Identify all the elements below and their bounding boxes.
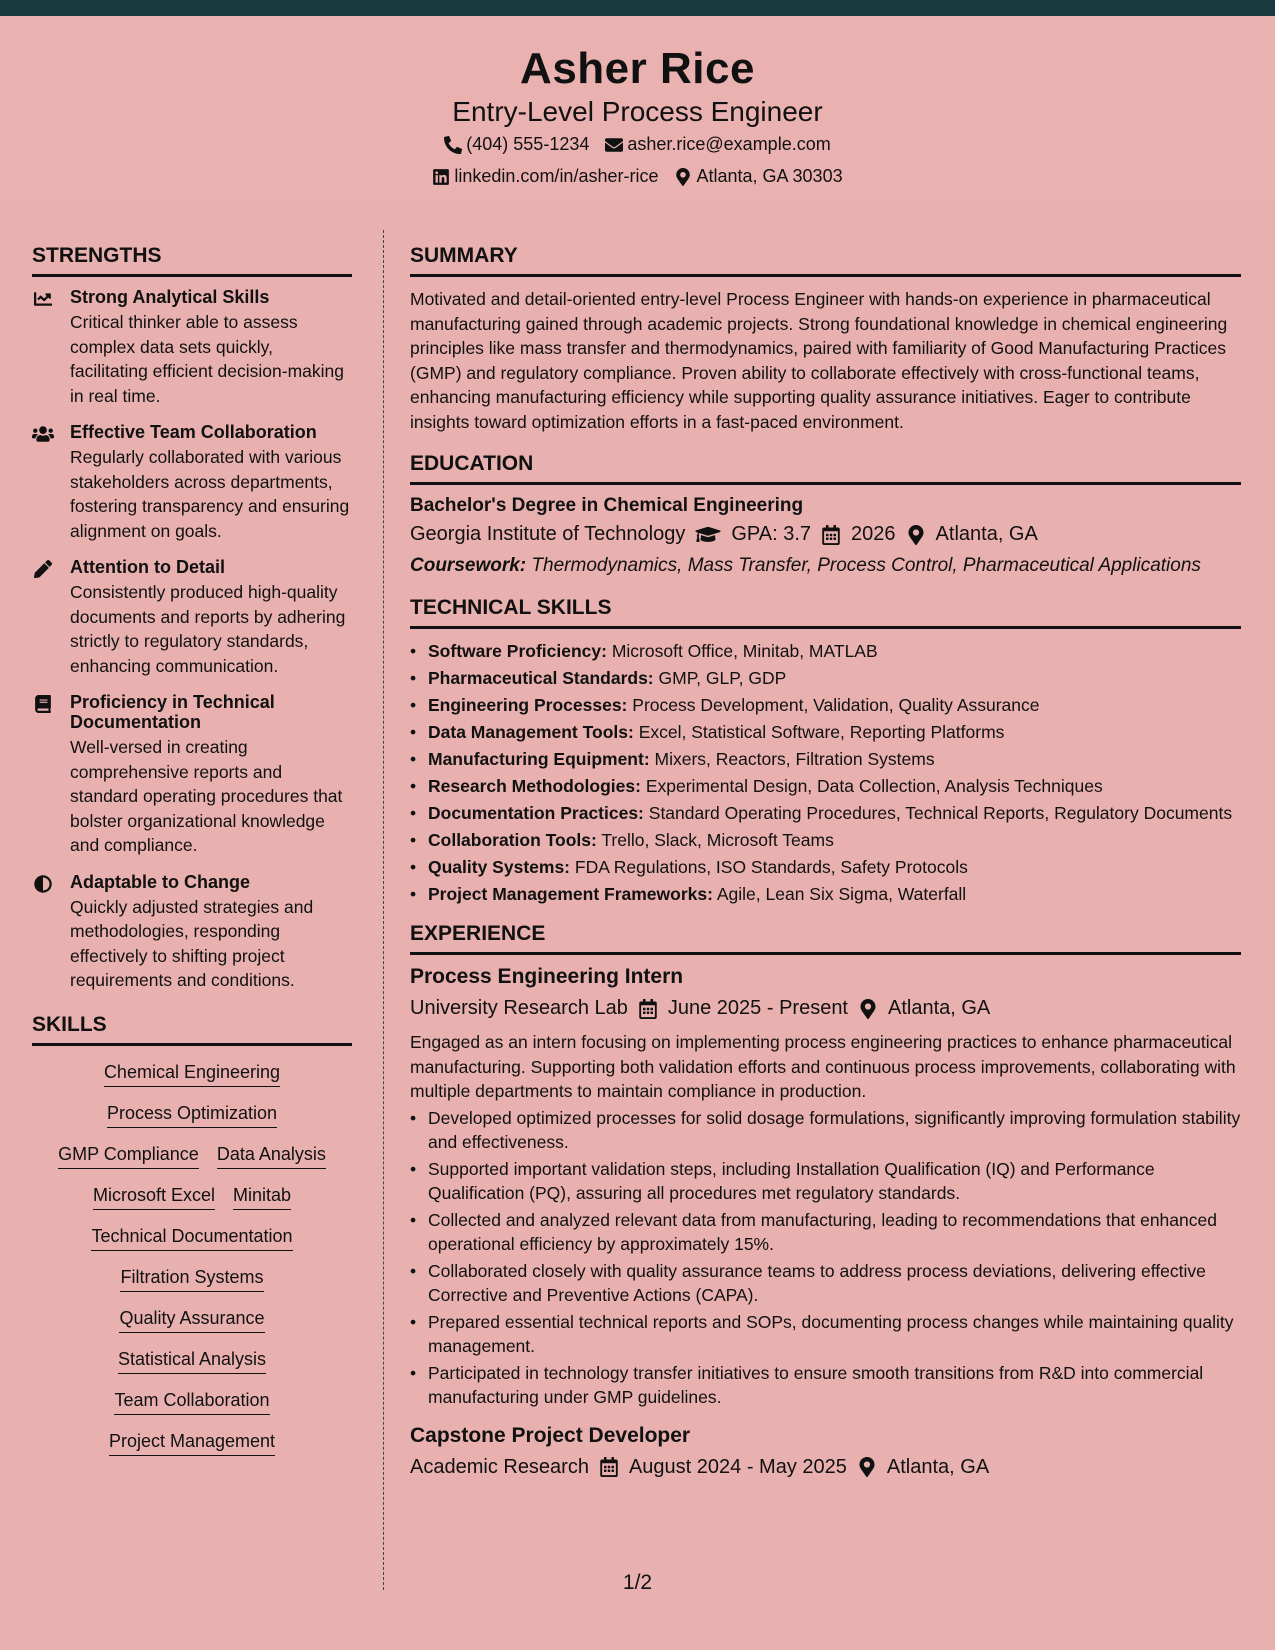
tech-value: Trello, Slack, Microsoft Teams (601, 830, 834, 850)
contact-row-2 (0, 166, 1275, 187)
list-item (410, 882, 1241, 906)
coursework (410, 554, 1241, 578)
tech-label: Documentation Practices: (428, 803, 644, 823)
tech-value: Process Development, Validation, Quality Assurance (632, 695, 1040, 715)
tech-value: Excel, Statistical Software, Reporting Platforms (638, 722, 1005, 742)
experience-heading: EXPERIENCE (410, 922, 1241, 955)
technical-skills-heading: TECHNICAL SKILLS (410, 596, 1241, 629)
skills-heading: SKILLS (32, 1013, 352, 1046)
calendar-icon (638, 999, 658, 1019)
top-bar (0, 0, 1275, 16)
list-item: • Collected and analyzed relevant data from manufacturing, leading to recommendations that enhanced operational efficiency by approximately 15%. (410, 1208, 1241, 1257)
skill-tag: Process Optimization (107, 1103, 277, 1128)
coursework-list: Thermodynamics, Mass Transfer, Process Control, Pharmaceutical Applications (531, 555, 1201, 576)
list-item (410, 855, 1241, 879)
contact-row-1 (0, 134, 1275, 155)
skill-tag: Filtration Systems (120, 1267, 263, 1292)
adjust-icon (32, 875, 54, 893)
right-column (410, 244, 1241, 1489)
strength-title: Effective Team Collaboration (70, 422, 317, 442)
tech-label: Research Methodologies: (428, 776, 641, 796)
skill-tag: Team Collaboration (114, 1390, 269, 1415)
candidate-title: Entry-Level Process Engineer (452, 96, 823, 127)
strength-desc: Critical thinker able to assess complex data sets quickly, facilitating efficient decision-making in real time. (70, 312, 344, 406)
job-title: Process Engineering Intern (410, 965, 684, 988)
list-item: • Participated in technology transfer initiatives to ensure smooth transitions from R&D into commercial manufacturing under GMP guidelines. (410, 1361, 1241, 1410)
users-icon (32, 425, 54, 443)
skill-tag: Data Analysis (217, 1144, 326, 1169)
linkedin-text: linkedin.com/in/asher-rice (454, 166, 659, 186)
tech-label: Software Proficiency: (428, 641, 607, 661)
chart-line-icon (32, 290, 54, 308)
degree-title: Bachelor's Degree in Chemical Engineering (410, 495, 804, 516)
strength-desc: Regularly collaborated with various stakeholders across departments, fostering transparency and ensuring alignment on goals. (70, 447, 350, 541)
tech-label: Project Management Frameworks: (428, 884, 713, 904)
job-description: Engaged as an intern focusing on implementing process engineering practices to enhance pharmaceutical manufacturing. Supporting both validation efforts and continuous process improvements, collaborating with multiple departments to maintain compliance in production. (410, 1032, 1236, 1101)
list-item (410, 693, 1241, 717)
strength-item (32, 422, 352, 543)
list-item (410, 747, 1241, 771)
envelope-icon (605, 136, 623, 154)
job-dates: August 2024 - May 2025 (628, 1455, 847, 1478)
list-item: • Supported important validation steps, including Installation Qualification (IQ) and Performance Qualification (PQ), assuring all procedures met regulatory standards. (410, 1157, 1241, 1206)
candidate-name: Asher Rice (520, 44, 755, 93)
strength-desc: Consistently produced high-quality documents and reports by adhering strictly to regulatory standards, enhancing communication. (70, 582, 346, 676)
list-item (410, 774, 1241, 798)
list-item (410, 639, 1241, 663)
page-number: 1/2 (622, 1571, 653, 1594)
summary-text: Motivated and detail-oriented entry-level Process Engineer with hands-on experience in pharmaceutical manufacturing gained through academic projects. Strong foundational knowledge in chemical engineering principles like mass transfer and thermodynamics, paired with familiarity of Good Manufacturing Practices (GMP) and regulatory compliance. Proven ability to collaborate effectively with cross-functional teams, enhancing manufacturing efficiency while supporting quality assurance initiatives. Eager to contribute insights toward optimization efforts in a fast-paced environment. (410, 289, 1228, 432)
list-item (410, 801, 1241, 825)
map-marker-icon (674, 168, 692, 186)
tech-label: Engineering Processes: (428, 695, 628, 715)
left-column (32, 244, 352, 1472)
tech-value: Experimental Design, Data Collection, Analysis Techniques (645, 776, 1103, 796)
book-icon (32, 695, 54, 713)
education-location: Atlanta, GA (935, 523, 1038, 545)
strength-title: Attention to Detail (70, 557, 225, 577)
tech-value: Microsoft Office, Minitab, MATLAB (611, 641, 878, 661)
skill-tag: GMP Compliance (58, 1144, 199, 1169)
skill-tag: Statistical Analysis (118, 1349, 266, 1374)
skill-tag: Technical Documentation (91, 1226, 292, 1251)
technical-skills-list (410, 639, 1241, 906)
phone-icon (444, 136, 462, 154)
job-title: Capstone Project Developer (410, 1423, 691, 1447)
summary-heading: SUMMARY (410, 244, 1241, 277)
column-divider (383, 230, 384, 1590)
tech-value: Agile, Lean Six Sigma, Waterfall (716, 884, 967, 904)
tech-value: GMP, GLP, GDP (658, 668, 787, 688)
list-item: • Prepared essential technical reports and SOPs, documenting process changes while maintaining quality management. (410, 1310, 1241, 1359)
strength-title: Adaptable to Change (70, 871, 251, 892)
email-contact[interactable] (605, 134, 830, 155)
tech-label: Pharmaceutical Standards: (428, 668, 654, 688)
job-bullets (410, 1106, 1241, 1410)
strength-item (32, 692, 352, 858)
education-meta (410, 523, 1241, 546)
tech-label: Collaboration Tools: (428, 830, 597, 850)
tech-label: Quality Systems: (428, 857, 570, 877)
job-meta (410, 997, 1241, 1020)
location-contact (674, 166, 842, 187)
skill-tag: Chemical Engineering (104, 1062, 280, 1087)
pencil-icon (32, 560, 54, 578)
strength-title: Strong Analytical Skills (70, 287, 270, 307)
job-org: University Research Lab (410, 997, 628, 1019)
skill-tag: Microsoft Excel (93, 1185, 215, 1210)
school-name: Georgia Institute of Technology (410, 523, 686, 545)
coursework-label: Coursework: (410, 555, 527, 576)
job-org: Academic Research (410, 1455, 589, 1478)
strength-title: Proficiency in Technical Documentation (70, 692, 275, 732)
tech-value: Mixers, Reactors, Filtration Systems (654, 749, 935, 769)
location-text: Atlanta, GA 30303 (696, 166, 843, 186)
skill-tag: Minitab (233, 1185, 291, 1210)
map-marker-icon (857, 1457, 877, 1477)
calendar-icon (821, 525, 841, 545)
strengths-heading: STRENGTHS (32, 244, 352, 277)
email-text: asher.rice@example.com (627, 134, 831, 154)
job-dates: June 2025 - Present (667, 997, 848, 1019)
education-heading: EDUCATION (410, 452, 1241, 485)
job-location: Atlanta, GA (886, 1455, 990, 1478)
list-item: • Collaborated closely with quality assurance teams to address process deviations, delivering effective Corrective and Preventive Actions (CAPA). (410, 1259, 1241, 1308)
job-location: Atlanta, GA (888, 997, 991, 1019)
strength-desc: Well-versed in creating comprehensive reports and standard operating procedures that bolster organizational knowledge and compliance. (70, 737, 343, 855)
linkedin-icon (432, 168, 450, 186)
linkedin-contact[interactable] (432, 166, 658, 187)
graduation-year: 2026 (851, 523, 896, 545)
map-marker-icon (906, 525, 926, 545)
list-item (410, 828, 1241, 852)
resume-header (0, 16, 1275, 204)
gpa-text: GPA: 3.7 (731, 523, 812, 545)
strength-desc: Quickly adjusted strategies and methodologies, responding effectively to shifting project requirements and conditions. (70, 896, 314, 990)
phone-contact[interactable] (444, 134, 589, 155)
list-item (410, 720, 1241, 744)
strength-item (32, 287, 352, 408)
tech-label: Data Management Tools: (428, 722, 634, 742)
phone-text: (404) 555-1234 (466, 134, 590, 154)
job-meta (410, 1456, 1241, 1479)
strength-item (32, 872, 352, 993)
tech-value: FDA Regulations, ISO Standards, Safety Protocols (574, 857, 968, 877)
graduation-cap-icon (695, 525, 721, 545)
skill-tag: Quality Assurance (119, 1308, 264, 1333)
map-marker-icon (858, 999, 878, 1019)
calendar-icon (599, 1457, 619, 1477)
tech-value: Standard Operating Procedures, Technical Reports, Regulatory Documents (648, 803, 1233, 823)
tech-label: Manufacturing Equipment: (428, 749, 650, 769)
strength-item (32, 557, 352, 678)
list-item (410, 666, 1241, 690)
skills-list (32, 1056, 352, 1456)
list-item: • Developed optimized processes for solid dosage formulations, significantly improving formulation stability and effectiveness. (410, 1106, 1241, 1155)
skill-tag: Project Management (109, 1431, 275, 1456)
